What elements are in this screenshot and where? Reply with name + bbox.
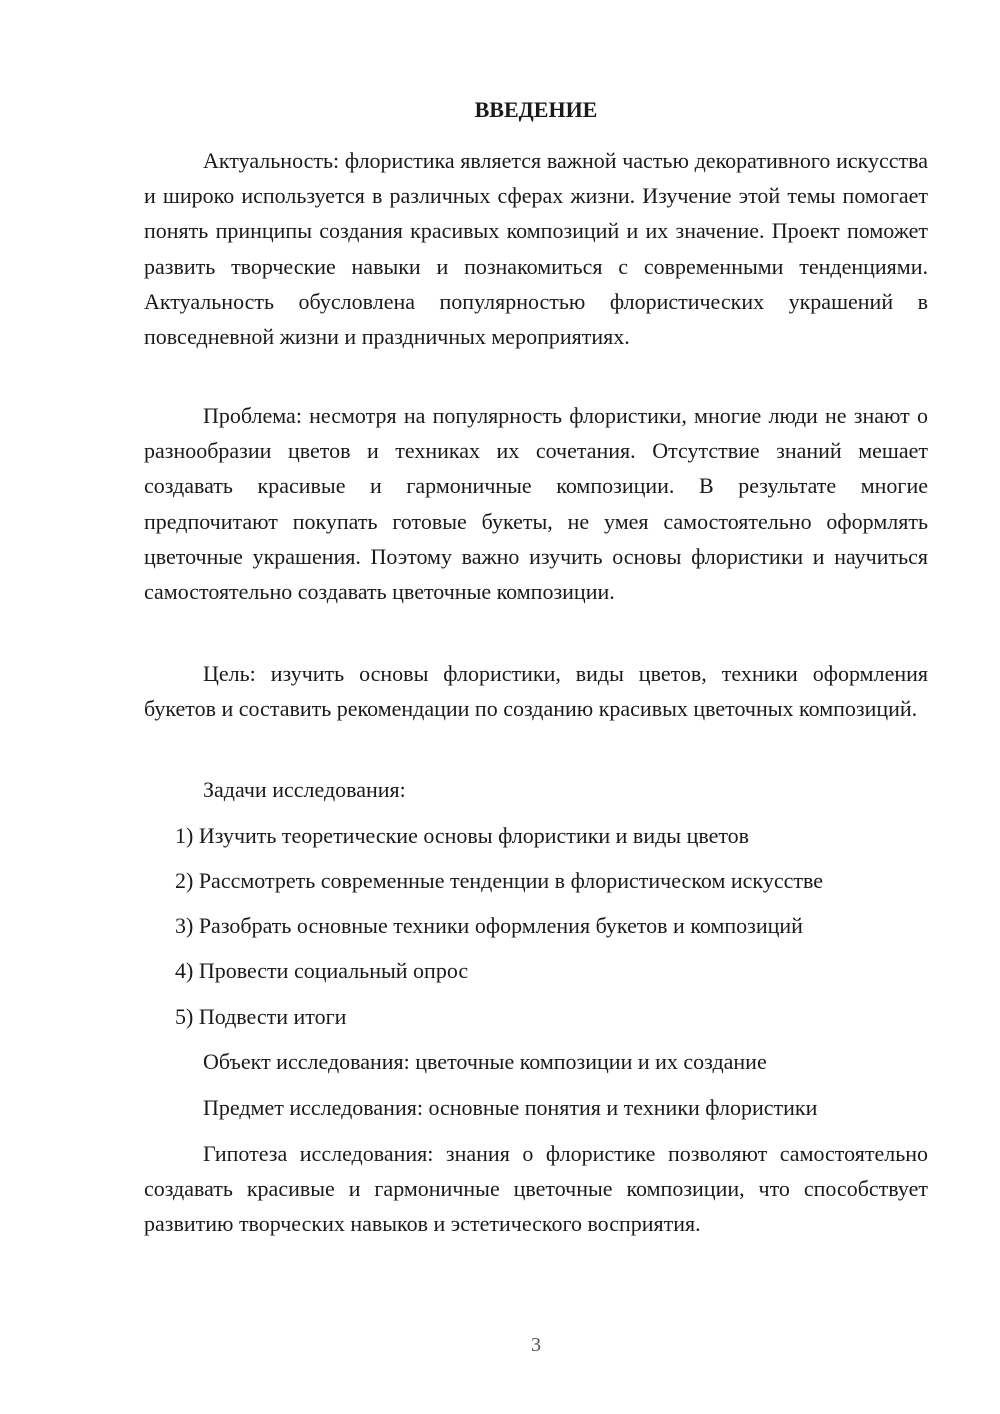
task-item-2: 2) Рассмотреть современные тенденции в флористическом искусстве (175, 868, 823, 893)
problem-paragraph: Проблема: несмотря на популярность флористики, многие люди не знают о разнообразии цветов и техниках их сочетания. Отсутствие знаний мешает создавать красивые и гармоничные композиции. В результате многие предпочитают покупать готовые букеты, не умея самостоятельно оформлять цветочные украшения. Поэтому важно изучить основы флористики и научиться самостоятельно создавать цветочные композиции. (144, 403, 928, 605)
task-item-4: 4) Провести социальный опрос (175, 958, 469, 983)
research-object: Объект исследования: цветочные композиции и их создание (203, 1049, 767, 1074)
task-item-5: 5) Подвести итоги (175, 1004, 347, 1029)
tasks-title: Задачи исследования: (203, 777, 406, 802)
page-title: ВВЕДЕНИЕ (474, 97, 598, 122)
research-subject: Предмет исследования: основные понятия и техники флористики (203, 1095, 818, 1120)
relevance-paragraph: Актуальность: флористика является важной частью декоративного искусства и широко используется в различных сферах жизни. Изучение этой темы помогает понять принципы создания красивых композиций и их значение. Проект поможет развить творческие навыки и познакомиться с современными тенденциями. Актуальность обусловлена популярностью флористических украшений в повседневной жизни и праздничных мероприятиях. (144, 148, 928, 350)
tasks-section (144, 772, 928, 807)
goal-paragraph: Цель: изучить основы флористики, виды цветов, техники оформления букетов и составить рекомендации по созданию красивых цветочных композиций. (144, 661, 928, 722)
hypothesis-paragraph: Гипотеза исследования: знания о флористике позволяют самостоятельно создавать красивые и гармоничные цветочные композиции, что способствует развитию творческих навыков и эстетического восприятия. (144, 1141, 928, 1237)
task-item-1: 1) Изучить теоретические основы флористики и виды цветов (175, 823, 750, 848)
task-item-3: 3) Разобрать основные техники оформления букетов и композиций (175, 913, 803, 938)
page-number: 3 (531, 1334, 541, 1356)
